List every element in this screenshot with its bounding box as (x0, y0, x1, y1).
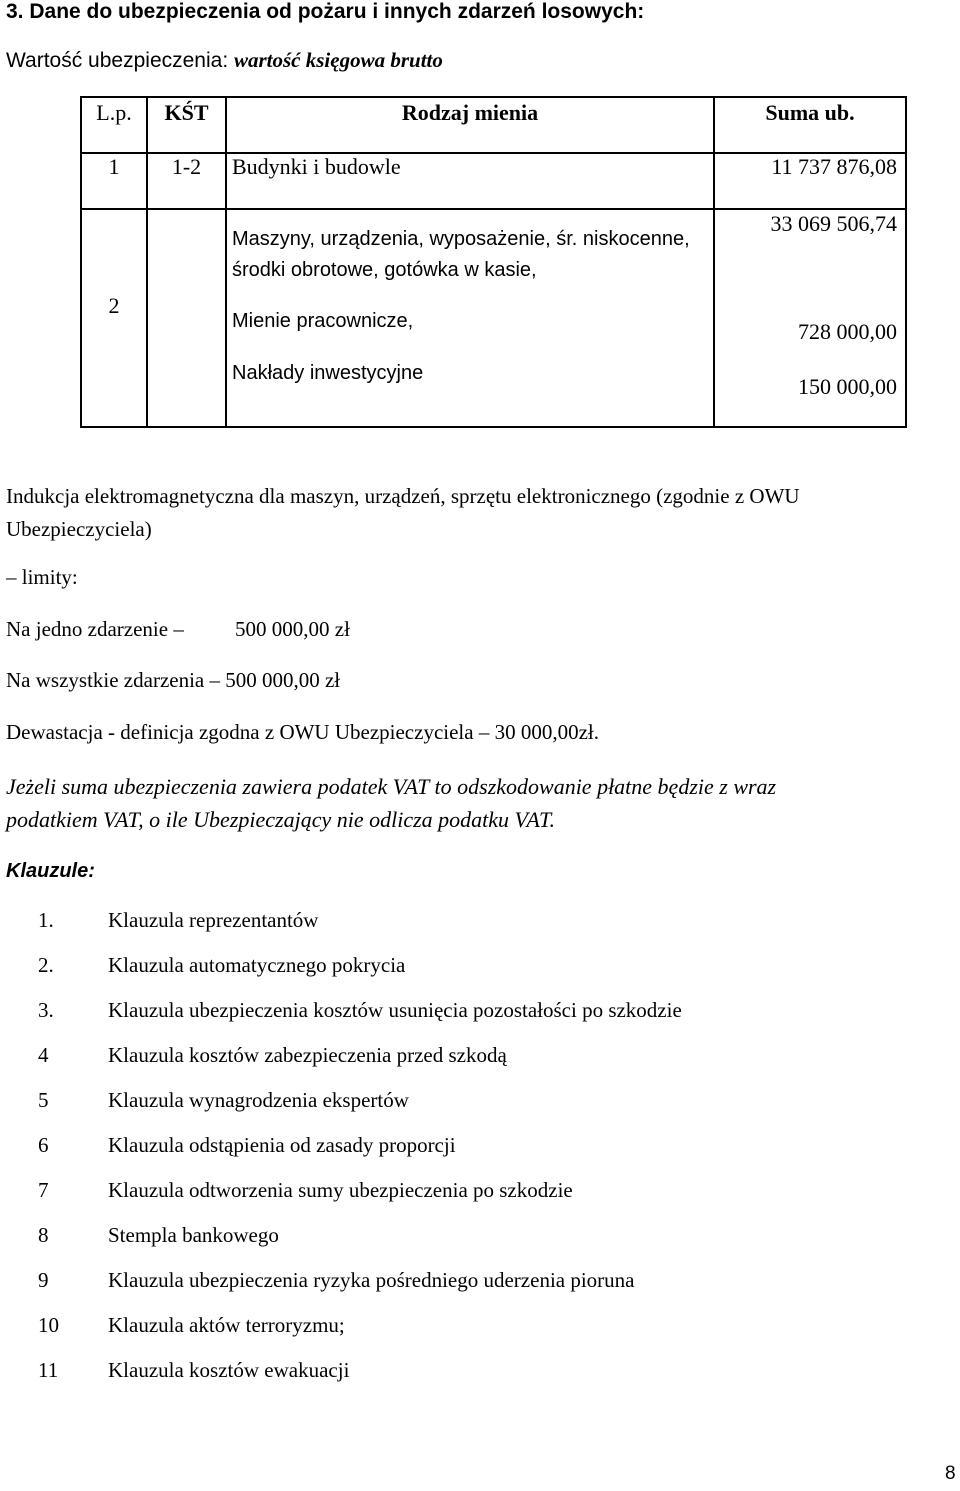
header-property-type: Rodzaj mienia (401, 100, 539, 125)
insurance-valuation (6, 48, 443, 73)
clause-number: 8 (38, 1223, 49, 1247)
all-events-limit: Na wszystkie zdarzenia – 500 000,00 zł (6, 668, 341, 692)
vat-note-line1: Jeżeli suma ubezpieczenia zawiera podatek VAT to odszkodowanie płatne będzie z wraz (6, 774, 777, 799)
valuation-label: Wartość ubezpieczenia: (6, 49, 234, 72)
clause-text: Klauzula wynagrodzenia ekspertów (108, 1088, 409, 1112)
limits-label: – limity: (6, 565, 78, 589)
vandalism-limit: Dewastacja - definicja zgodna z OWU Ubezpieczyciela – 30 000,00zł. (6, 720, 599, 744)
table-border-top (80, 96, 907, 98)
induction-paragraph (6, 480, 800, 546)
clause-number: 7 (38, 1178, 49, 1202)
vat-note (6, 770, 776, 836)
clause-number: 5 (38, 1088, 49, 1112)
induction-line1: Indukcja elektromagnetyczna dla maszyn, urządzeń, sprzętu elektronicznego (zgodnie z OWU (6, 484, 800, 508)
row2-item1-type-line2: środki obrotowe, gotówka w kasie, (232, 259, 537, 281)
clause-number: 6 (38, 1133, 49, 1157)
clause-text: Klauzula automatycznego pokrycia (108, 953, 406, 977)
clause-text: Stempla bankowego (108, 1223, 279, 1247)
clauses-title: Klauzule: (6, 860, 95, 882)
clause-number: 4 (38, 1043, 49, 1067)
table-border-bottom (80, 426, 907, 428)
table-row-divider (80, 208, 907, 210)
vat-note-line2: podatkiem VAT, o ile Ubezpieczający nie odlicza podatku VAT. (6, 807, 556, 832)
clause-number: 2. (38, 953, 54, 977)
valuation-value: wartość księgowa brutto (234, 48, 443, 72)
row2-item1-sum: 33 069 506,74 (770, 211, 897, 236)
row1-kst: 1-2 (171, 154, 202, 179)
row2-item3-sum: 150 000,00 (798, 374, 897, 399)
clause-number: 3. (38, 998, 54, 1022)
insurance-table (80, 96, 907, 428)
clause-number: 11 (38, 1358, 59, 1382)
clause-text: Klauzula kosztów ewakuacji (108, 1358, 350, 1382)
table-border-left (80, 96, 82, 428)
table-col-divider (146, 96, 148, 428)
clause-number: 9 (38, 1268, 49, 1292)
clause-text: Klauzula odtworzenia sumy ubezpieczenia po szkodzie (108, 1178, 573, 1202)
clause-text: Klauzula kosztów zabezpieczenia przed szkodą (108, 1043, 507, 1067)
clause-number: 1. (38, 908, 54, 932)
row2-lp: 2 (108, 293, 120, 318)
page-number: 8 (945, 1463, 956, 1484)
row2-item2-sum: 728 000,00 (798, 319, 897, 344)
induction-line2: Ubezpieczyciela) (6, 517, 152, 541)
clause-text: Klauzula ubezpieczenia ryzyka pośredniego uderzenia pioruna (108, 1268, 635, 1292)
clause-text: Klauzula aktów terroryzmu; (108, 1313, 345, 1337)
clause-number: 10 (38, 1313, 59, 1337)
row2-item1-type-line1: Maszyny, urządzenia, wyposażenie, śr. niskocenne, (232, 228, 690, 250)
clause-text: Klauzula reprezentantów (108, 908, 319, 932)
header-kst: KŚT (164, 100, 209, 125)
row2-item3-type: Nakłady inwestycyjne (232, 362, 424, 384)
table-border-right (905, 96, 907, 428)
table-col-divider (225, 96, 227, 428)
header-lp: L.p. (96, 100, 132, 125)
row1-property-type: Budynki i budowle (232, 154, 401, 179)
clause-text: Klauzula odstąpienia od zasady proporcji (108, 1133, 456, 1157)
clause-text: Klauzula ubezpieczenia kosztów usunięcia pozostałości po szkodzie (108, 998, 682, 1022)
header-sum-insured: Suma ub. (765, 100, 855, 125)
row1-lp: 1 (108, 154, 120, 179)
per-event-value: 500 000,00 zł (235, 617, 350, 641)
per-event-label: Na jedno zdarzenie – (6, 617, 184, 641)
row1-sum: 11 737 876,08 (771, 154, 897, 179)
row2-item2-type: Mienie pracownicze, (232, 310, 414, 332)
section-heading: 3. Dane do ubezpieczenia od pożaru i innych zdarzeń losowych: (6, 0, 645, 23)
